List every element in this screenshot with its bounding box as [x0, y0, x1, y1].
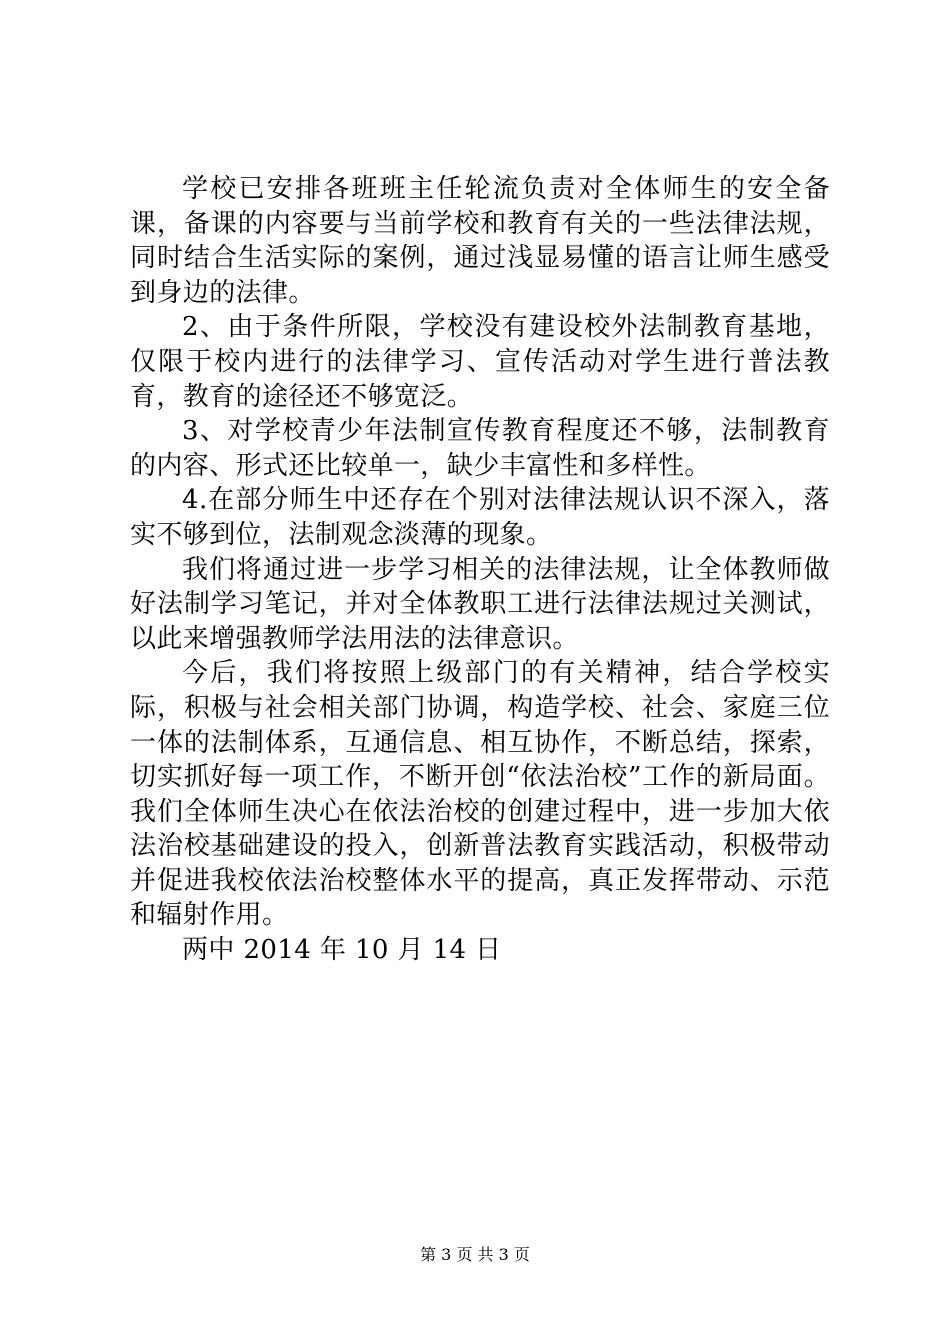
document-body	[130, 172, 830, 968]
signature-date: 两中 2014 年 10 月 14 日	[182, 935, 502, 966]
paragraph-safety-lessons: 学校已安排各班班主任轮流负责对全体师生的安全备课，备课的内容要与当前学校和教育有关的一些法律法规，同时结合生活实际的案例，通过浅显易懂的语言让师生感受到身边的法律。	[130, 174, 830, 308]
paragraph-item-3: 3、对学校青少年法制宣传教育程度还不够，法制教育的内容、形式还比较单一，缺少丰富性和多样性。	[130, 416, 830, 481]
paragraph-future-plans: 今后，我们将按照上级部门的有关精神，结合学校实际，积极与社会相关部门协调，构造学校、社会、家庭三位一体的法制体系，互通信息、相互协作，不断总结，探索，切实抓好每一项工作，不断开创“依法治校”工作的新局面。我们全体师生决心在依法治校的创建过程中，进一步加大依法治校基础建设的投入，创新普法教育实践活动，积极带动并促进我校依法治校整体水平的提高，真正发挥带动、示范和辐射作用。	[130, 658, 830, 931]
page-number-footer: 第 3 页 共 3 页	[420, 1245, 530, 1264]
paragraph-measures: 我们将通过进一步学习相关的法律法规，让全体教师做好法制学习笔记，并对全体教职工进行法律法规过关测试，以此来增强教师学法用法的法律意识。	[130, 554, 830, 654]
paragraph-item-4: 4.在部分师生中还存在个别对法律法规认识不深入，落实不够到位，法制观念淡薄的现象。	[130, 485, 830, 550]
paragraph-item-2: 2、由于条件所限，学校没有建设校外法制教育基地，仅限于校内进行的法律学习、宣传活动对学生进行普法教育，教育的途径还不够宽泛。	[130, 312, 830, 412]
